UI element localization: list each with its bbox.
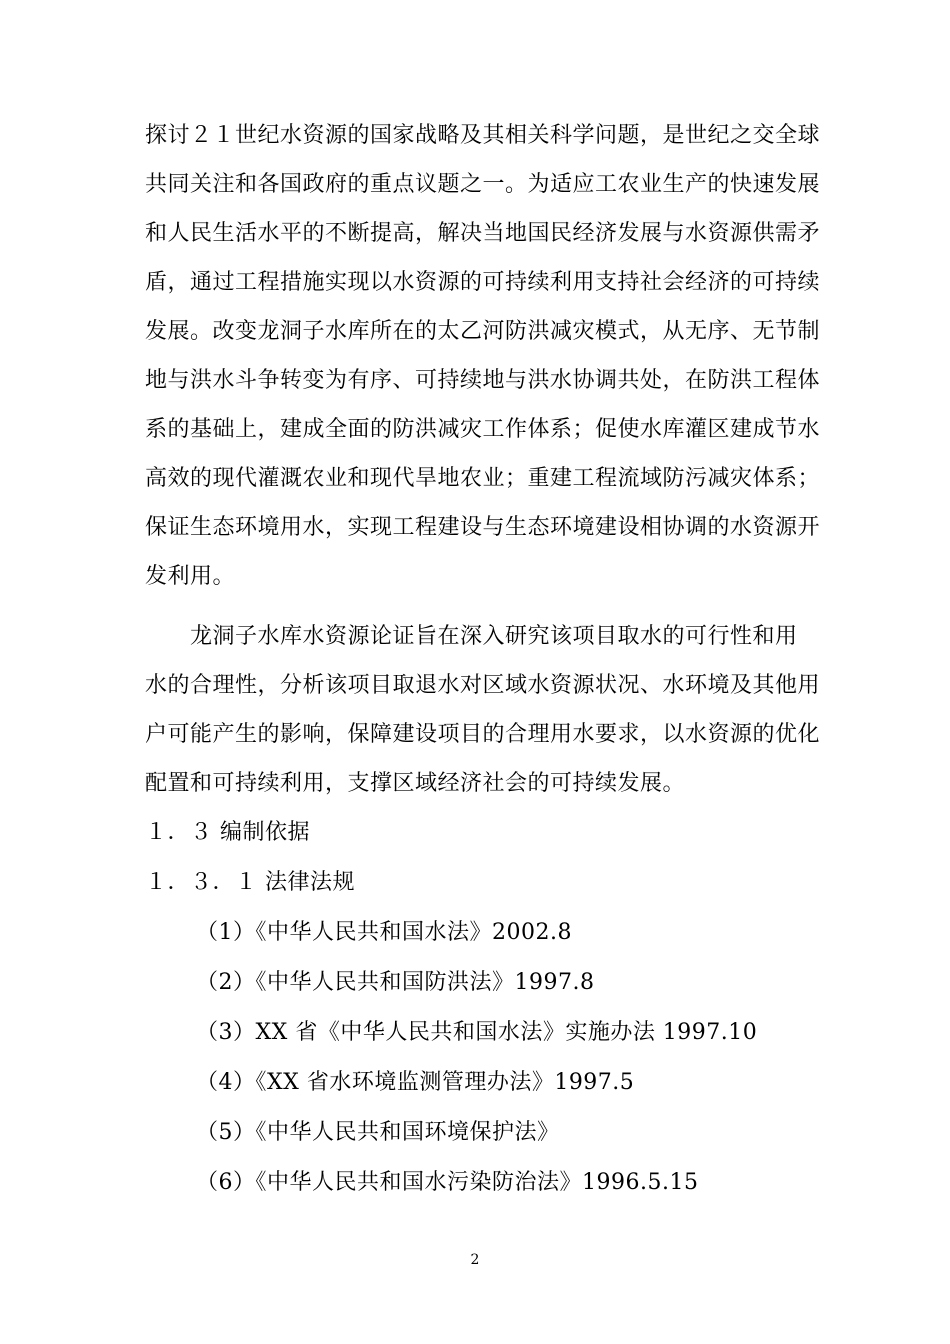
paragraph-1-line-2: 共同关注和各国政府的重点议题之一。为适应工农业生产的快速发展: [145, 172, 821, 197]
paragraph-1-line-8: 高效的现代灌溉农业和现代旱地农业；重建工程流域防污减灾体系；: [145, 466, 821, 491]
paragraph-1-line-6: 地与洪水斗争转变为有序、可持续地与洪水协调共处，在防洪工程体: [145, 368, 821, 393]
paragraph-2-line-1: 龙洞子水库水资源论证旨在深入研究该项目取水的可行性和用: [190, 624, 798, 649]
paragraph-1-line-4: 盾，通过工程措施实现以水资源的可持续利用支持社会经济的可持续: [145, 270, 821, 295]
paragraph-1-line-10: 发利用。: [145, 564, 236, 589]
law-item-1: （1）《中华人民共和国水法》2002.8: [196, 920, 572, 945]
law-item-6: （6）《中华人民共和国水污染防治法》1996.5.15: [196, 1170, 699, 1195]
law-item-2: （2）《中华人民共和国防洪法》1997.8: [196, 970, 595, 995]
paragraph-1-line-7: 系的基础上，建成全面的防洪减灾工作体系；促使水库灌区建成节水: [145, 417, 821, 442]
paragraph-2-line-3: 户可能产生的影响，保障建设项目的合理用水要求，以水资源的优化: [145, 722, 821, 747]
section-heading: １．３ 编制依据: [145, 820, 310, 845]
law-item-4: （4）《XX 省水环境监测管理办法》1997.5: [196, 1070, 635, 1095]
paragraph-1-line-3: 和人民生活水平的不断提高，解决当地国民经济发展与水资源供需矛: [145, 221, 821, 246]
page-number: 2: [470, 1252, 480, 1268]
subsection-heading: １．３．１ 法律法规: [145, 870, 355, 895]
law-item-5: （5）《中华人民共和国环境保护法》: [196, 1120, 560, 1145]
paragraph-1-line-9: 保证生态环境用水，实现工程建设与生态环境建设相协调的水资源开: [145, 515, 821, 540]
paragraph-1-line-5: 发展。改变龙洞子水库所在的太乙河防洪减灾模式，从无序、无节制: [145, 319, 821, 344]
paragraph-2-line-4: 配置和可持续利用，支撑区域经济社会的可持续发展。: [145, 771, 686, 796]
law-item-3: （3）XX 省《中华人民共和国水法》实施办法 1997.10: [196, 1020, 758, 1045]
paragraph-2-line-2: 水的合理性，分析该项目取退水对区域水资源状况、水环境及其他用: [145, 673, 821, 698]
paragraph-1-line-1: 探讨２１世纪水资源的国家战略及其相关科学问题，是世纪之交全球: [145, 123, 821, 148]
